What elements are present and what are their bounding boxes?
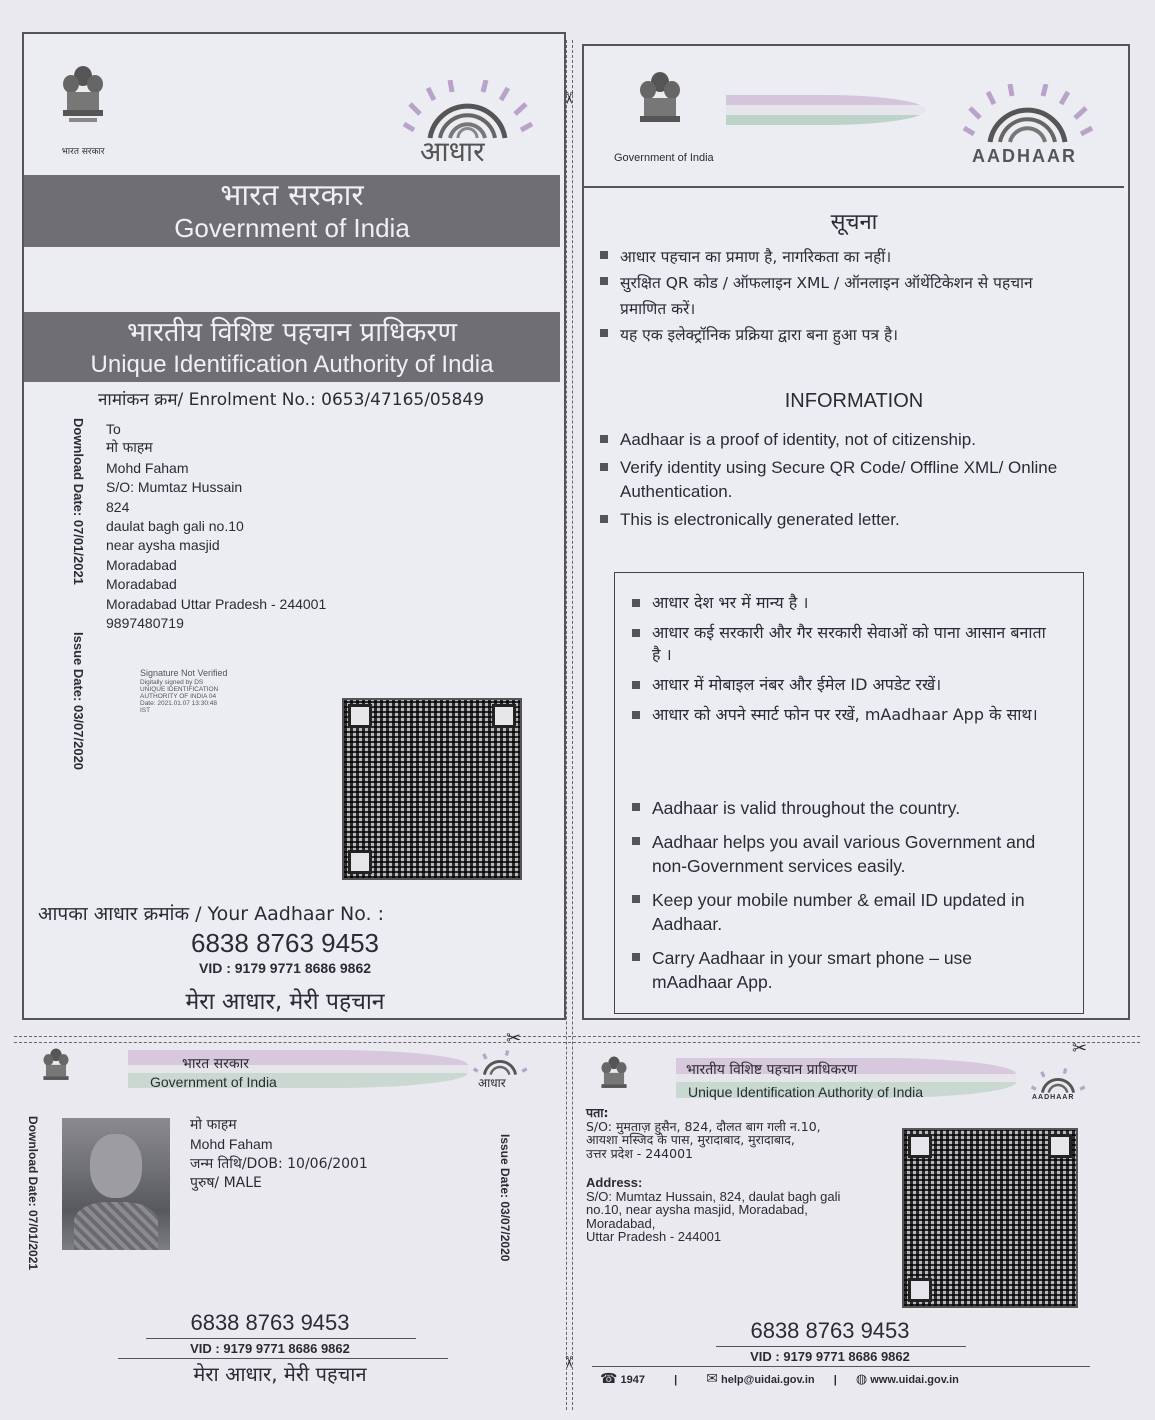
signature-line: Date: 2021.01.07 13:30:48 [140,700,217,707]
holder-name: Mohd Faham [190,1136,273,1153]
signature-line: UNIQUE IDENTIFICATION [140,686,219,693]
card-gov-hindi: भारत सरकार [182,1056,249,1072]
address-line: S/O: Mumtaz Hussain [106,479,243,496]
holder-gender: पुरुष/ MALE [190,1175,262,1192]
card-uidai-english: Unique Identification Authority of India [688,1084,924,1100]
issue-date-vertical: Issue Date: 03/07/2020 [71,632,86,771]
address-label: Address: [586,1175,643,1190]
benefit-item: Aadhaar helps you avail various Government and non-Government services easily. [632,830,1052,878]
national-emblem [596,1054,632,1100]
logo-text: आधार [420,135,485,168]
address-line: daulat bagh gali no.10 [106,518,244,535]
helpline-row: ☎ 1947 | ✉ help@uidai.gov.in | ◍ www.uidai.gov.in [600,1370,959,1386]
benefit-item: आधार देश भर में मान्य है । [632,592,1052,614]
signature-line: IST [140,707,151,714]
emblem-icon [596,1054,632,1098]
signature-title: Signature Not Verified [140,668,228,678]
address-line: Moradabad [106,576,177,593]
national-emblem [632,68,692,158]
uidai-banner [24,312,560,382]
recipient-address [106,420,366,633]
benefit-item: Carry Aadhaar in your smart phone – use mAadhaar App. [632,946,1052,994]
national-emblem [55,62,111,157]
fingerprint-sun-icon [960,84,1095,144]
emblem-caption: Government of India [614,152,714,164]
globe-icon: ◍ [855,1371,868,1386]
benefit-item: Aadhaar is valid throughout the country. [632,796,1052,820]
download-date-vertical: Download Date: 07/01/2021 [71,418,86,585]
info-item: This is electronically generated letter. [600,508,1105,532]
aadhaar-logo [1030,1068,1090,1108]
card-aadhaar-number: 6838 8763 9453 [190,1310,350,1335]
signature-line: Digitally signed by DS [140,679,204,686]
notice-item: यह एक इलेक्ट्रॉनिक प्रक्रिया द्वारा बना हुआ पत्र है। [600,322,1070,348]
address-line: Uttar Pradesh - 244001 [586,1229,722,1244]
info-item: Aadhaar is a proof of identity, not of citizenship. [600,428,1105,452]
card-gov-english: Government of India [150,1074,277,1090]
aadhaar-number: 6838 8763 9453 [191,928,379,958]
address-line: no.10, near aysha masjid, Moradabad, [586,1202,808,1217]
info-title: INFORMATION [784,390,924,412]
benefit-item: आधार को अपने स्मार्ट फोन पर रखें, mAadhaar App के साथ। [632,704,1052,726]
address-line: उत्तर प्रदेश - 244001 [586,1145,693,1161]
banner-uidai-hindi: भारतीय विशिष्ट पहचान प्राधिकरण [127,317,457,348]
address-line: 9897480719 [106,615,184,632]
notice-item: सुरक्षित QR कोड / ऑफलाइन XML / ऑनलाइन ऑथेंटिकेशन से पहचान प्रमाणित करें। [600,270,1070,322]
address-line: Moradabad [106,556,177,573]
banner-gov-english: Government of India [174,213,410,243]
photo [62,1118,170,1250]
qr-code [342,698,522,880]
helpline-phone: 1947 [620,1374,645,1386]
aadhaar-logo [960,84,1095,174]
helpline-email: help@uidai.gov.in [721,1374,815,1386]
enrolment-number: नामांकन क्रम/ Enrolment No.: 0653/47165/05849 [98,390,485,410]
address-label: पता: [586,1105,609,1120]
holder-name-hindi: मो फाहम [190,1117,237,1133]
tricolor-swoosh [726,95,926,125]
card-address-hindi [586,1106,896,1160]
notice-item: आधार पहचान का प्रमाण है, नागरिकता का नहीं। [600,244,1070,270]
banner-gov-hindi: भारत सरकार [220,178,364,213]
address-line: आयशा मस्जिद के पास, मुरादाबाद, मुरादाबाद, [586,1132,795,1147]
benefit-item: Keep your mobile number & email ID updated in Aadhaar. [632,888,1052,936]
benefit-item: आधार में मोबाइल नंबर और ईमेल ID अपडेट रखें। [632,674,1052,696]
phone-icon: ☎ [600,1370,618,1386]
tagline: मेरा आधार, मेरी पहचान [185,989,385,1015]
banner-uidai-english: Unique Identification Authority of India [90,351,494,378]
aadhaar-number-label: आपका आधार क्रमांक / Your Aadhaar No. : [38,903,385,925]
holder-dob: जन्म तिथि/DOB: 10/06/2001 [190,1155,368,1172]
card-qr-code [902,1128,1078,1308]
emblem-icon [38,1046,74,1090]
digital-signature [140,668,250,714]
address-line: S/O: Mumtaz Hussain, 824, daulat bagh gali [586,1188,841,1204]
card-back-aadhaar-number: 6838 8763 9453 [750,1318,910,1343]
fingerprint-sun-icon [1030,1068,1086,1094]
scissors-icon: ✂ [559,1355,577,1369]
aadhaar-logo [472,1050,532,1090]
card-vid: VID : 9179 9771 8686 9862 [190,1341,350,1356]
card-issue-date: Issue Date: 03/07/2020 [498,1134,512,1262]
card-back-vid: VID : 9179 9771 8686 9862 [750,1349,910,1364]
scissors-icon: ✂ [559,91,577,105]
benefits-english-list [632,796,1052,994]
fingerprint-sun-icon [472,1050,528,1076]
benefits-hindi-list [632,592,1052,726]
address-line: Moradabad Uttar Pradesh - 244001 [106,595,327,612]
notice-hindi-list [600,244,1070,348]
notice-title: सूचना [830,210,878,235]
government-banner [24,175,560,247]
logo-text: आधार [478,1076,506,1090]
email-icon: ✉ [706,1370,718,1386]
fingerprint-sun-icon [400,80,535,140]
address-line: मो फाहम [106,440,153,457]
address-line: 824 [106,498,130,515]
address-line: near aysha masjid [106,537,220,554]
card-holder-details [190,1116,470,1194]
address-line: S/O: मुमताज़ हुसैन, 824, दौलत बाग गली न.10, [586,1118,821,1134]
scissors-icon: ✂ [506,1028,522,1048]
scissors-icon: ✂ [1072,1038,1088,1058]
signature-line: AUTHORITY OF INDIA 04 [140,693,217,700]
info-english-list [600,428,1105,532]
helpline-web: www.uidai.gov.in [870,1374,959,1386]
info-item: Verify identity using Secure QR Code/ Offline XML/ Online Authentication. [600,456,1105,504]
logo-text: AADHAAR [1032,1094,1075,1101]
emblem-icon [632,68,688,138]
card-uidai-hindi: भारतीय विशिष्ट पहचान प्राधिकरण [686,1062,858,1078]
vid-number: VID : 9179 9771 8686 9862 [198,960,372,976]
card-address-english [586,1176,896,1244]
logo-text: AADHAAR [972,146,1077,166]
national-emblem [38,1046,74,1092]
address-line: Mohd Faham [106,459,189,476]
card-download-date: Download Date: 07/01/2021 [26,1116,40,1271]
address-line: To [106,421,121,437]
emblem-icon [55,62,111,132]
card-tagline: मेरा आधार, मेरी पहचान [193,1362,367,1386]
emblem-caption: भारत सरकार [61,147,105,157]
address-line: Moradabad, [586,1215,656,1231]
benefit-item: आधार कई सरकारी और गैर सरकारी सेवाओं को पाना आसान बनाता है । [632,622,1052,666]
aadhaar-logo [400,80,535,170]
